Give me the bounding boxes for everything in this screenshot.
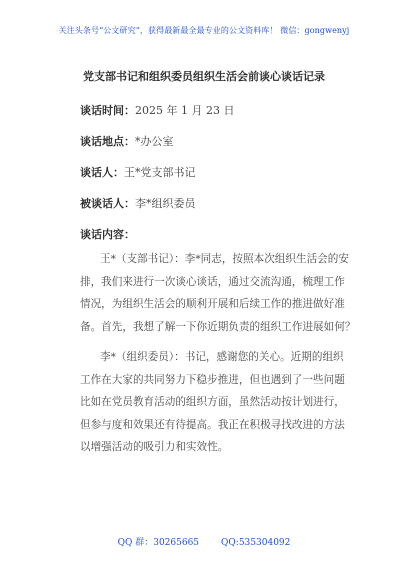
paragraph-2 [80,346,352,459]
speaker-field [80,164,196,180]
paragraph-line: 以增强活动的吸引力和实效性。 [80,441,229,454]
paragraph-line: 李*（组织委员）：书记，感谢您的关心。近期的组织 [100,351,344,363]
document-title: 党支部书记和组织委员组织生活会前谈心谈话记录 [83,70,325,83]
qq-text: QQ:535304092 [221,538,291,548]
place-value: *办公室 [135,135,174,148]
content-field [80,226,135,242]
time-label: 谈话时间： [80,104,135,117]
listener-field [80,195,196,211]
content-label: 谈话内容： [80,228,135,241]
place-field [80,133,174,149]
paragraph-line: 王*（支部书记）：李*同志，按照本次组织生活会的安 [100,253,349,265]
paragraph-line: 备。首先，我想了解一下你近期负责的组织工作进展如何？ [80,320,356,333]
paragraph-line: 但参与度和效果还有待提高。我正在积极寻找改进的方法 [80,418,345,431]
place-label: 谈话地点： [80,135,135,148]
paragraph-line: 工作在大家的共同努力下稳步推进，但也遇到了一些问题 [80,373,345,386]
speaker-label: 谈话人： [80,166,124,179]
footer-contact [0,535,408,548]
speaker-value: 王*党支部书记 [124,166,196,179]
listener-value: 李*组织委员 [135,197,196,210]
paragraph-line: 情况，为组织生活会的顺利开展和后续工作的推进做好准 [80,298,345,311]
listener-label: 被谈话人： [80,197,135,210]
time-field [80,102,234,118]
paragraph-line: 排，我们来进行一次谈心谈话，通过交流沟通，梳理工作 [80,275,345,288]
paragraph-1 [80,248,356,338]
time-value: 2025 年 1 月 23 日 [135,104,235,117]
header-banner: 关注头条号“公文研究”，获得最新最全最专业的公文资料库！ 微信：gongwenyj [58,26,350,35]
qq-group-text: QQ 群：30265665 [117,538,200,548]
paragraph-line: 比如在党员教育活动的组织方面，虽然活动按计划进行， [80,396,345,409]
